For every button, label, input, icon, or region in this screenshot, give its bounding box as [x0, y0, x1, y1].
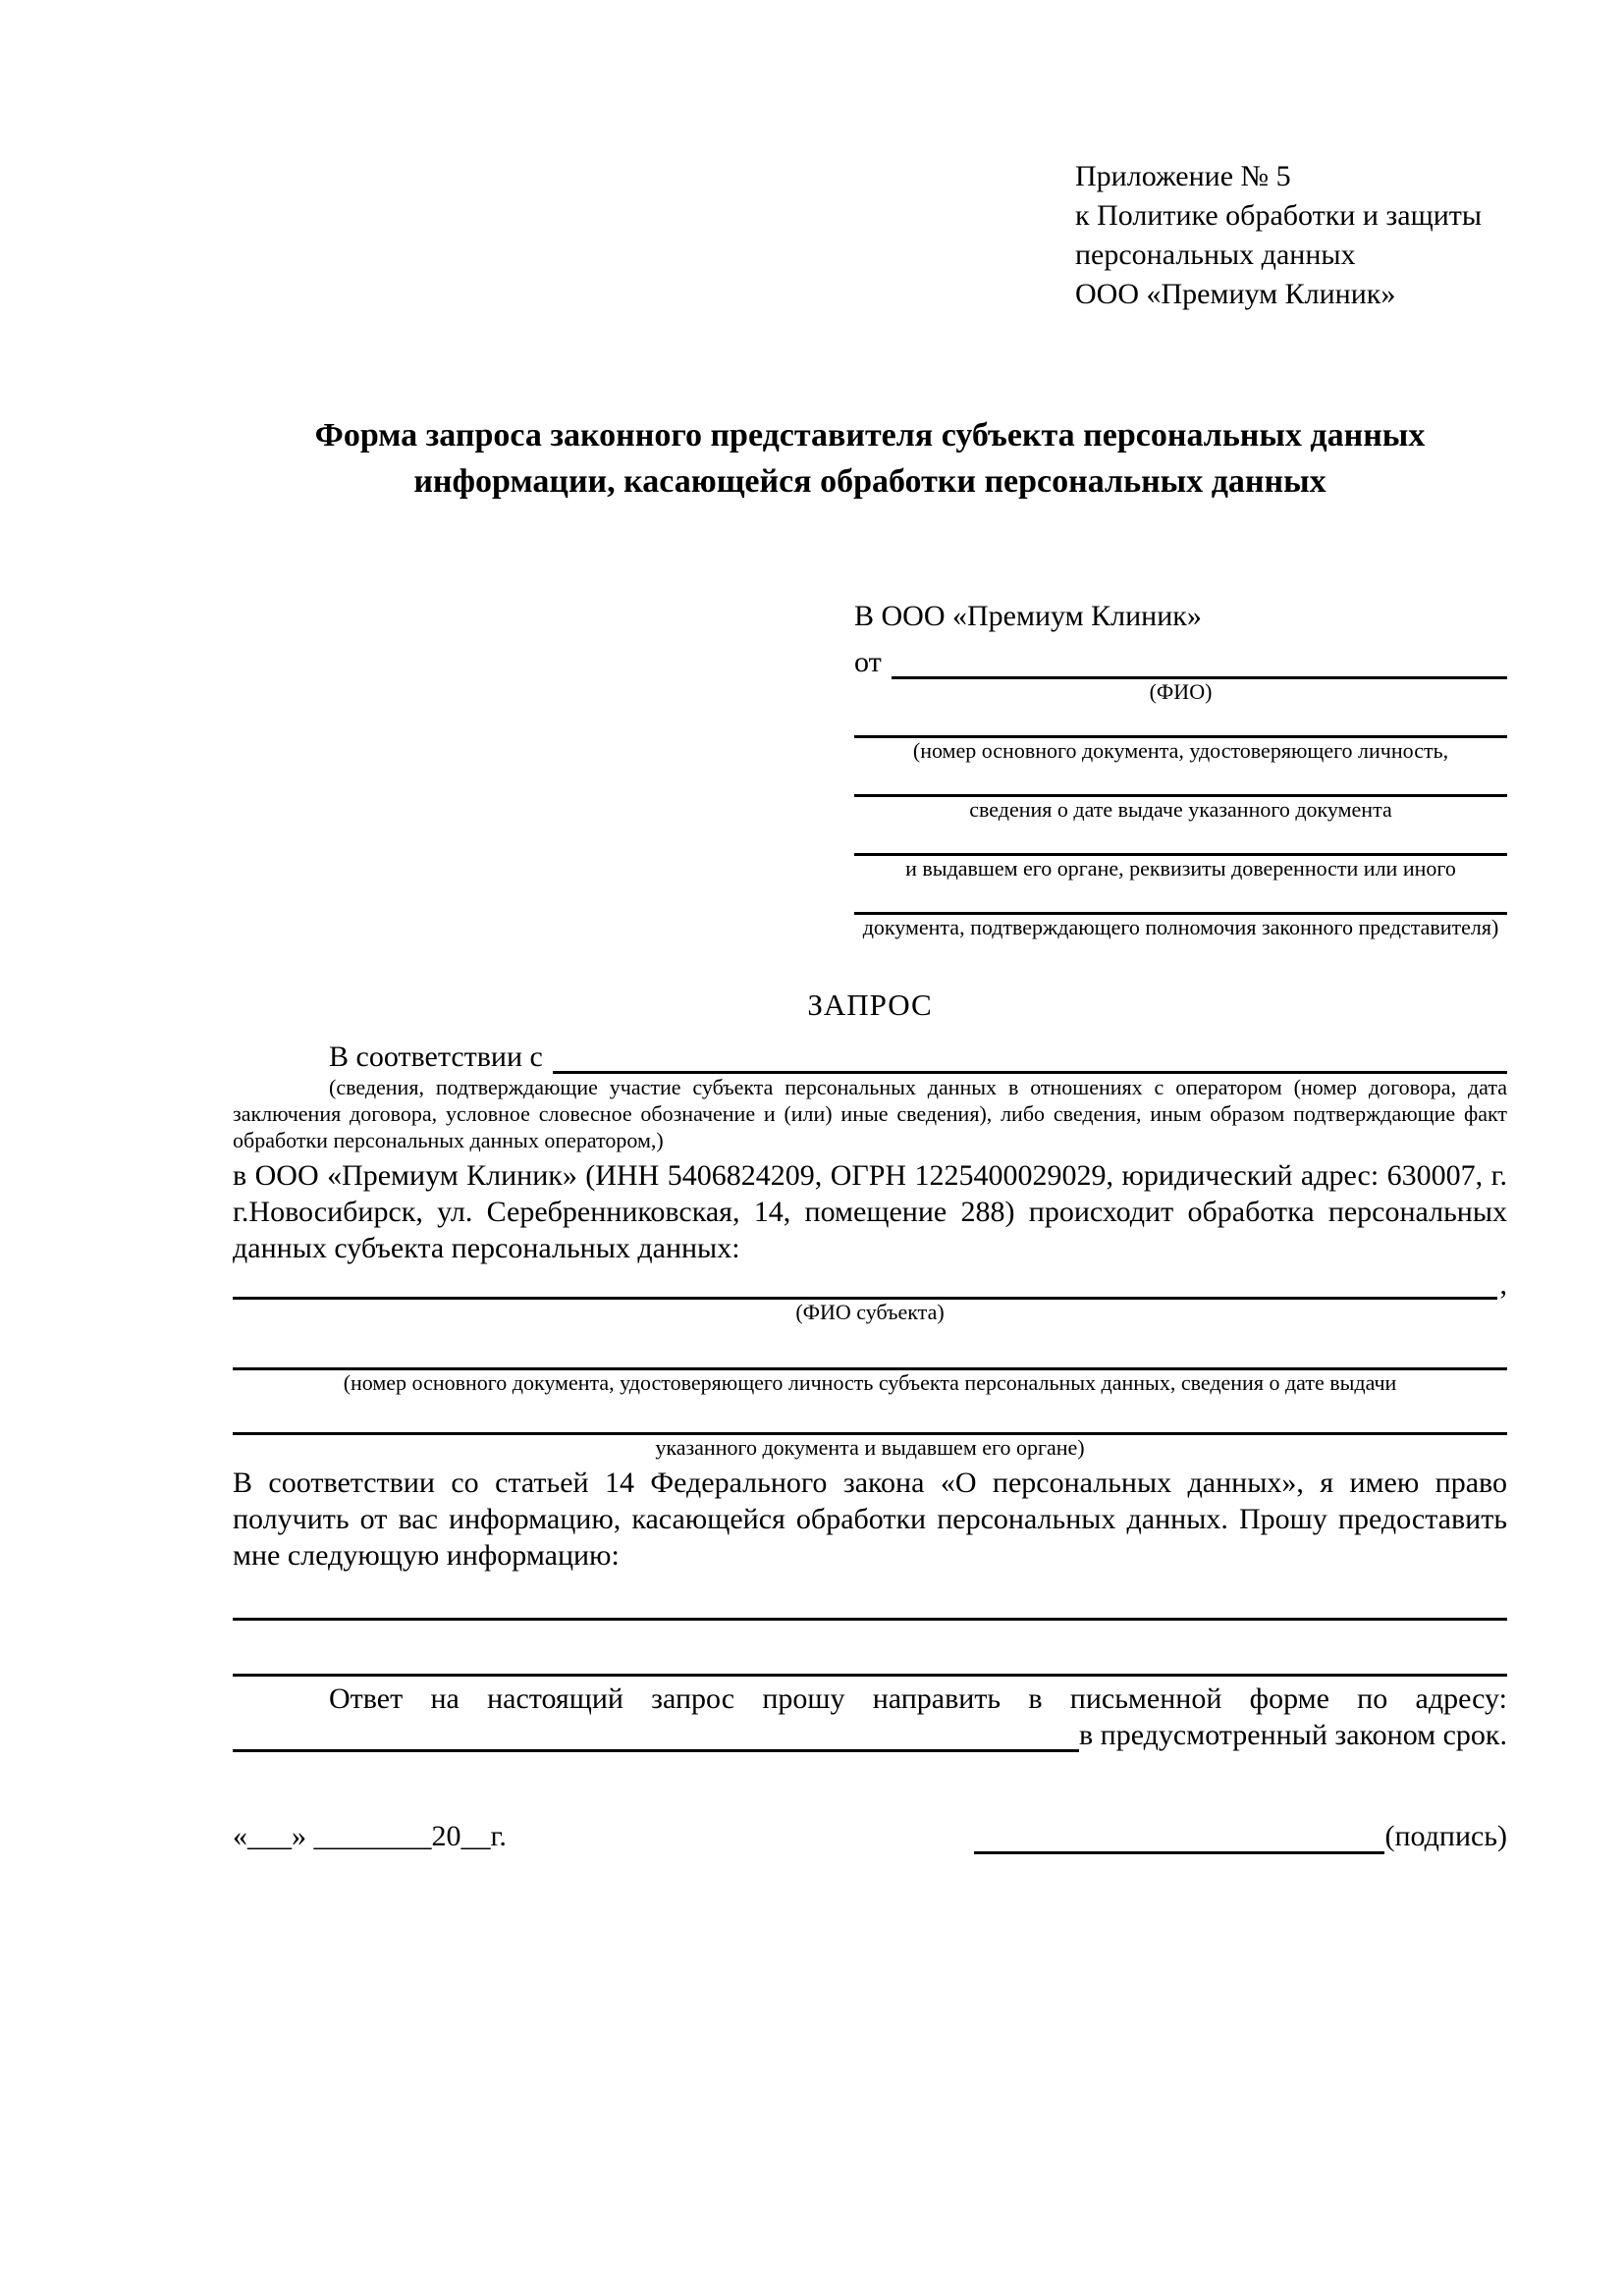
addressee-to: В ООО «Премиум Клиник» — [854, 600, 1202, 632]
addressee-block — [854, 597, 1507, 940]
intro-row — [233, 1031, 1507, 1074]
answer-tail: в предусмотренный законом срок. — [1079, 1719, 1507, 1751]
subject-doc-blank-line-1 — [233, 1325, 1507, 1370]
answer-sentence: Ответ на настоящий запрос прошу направить в письменной форме по адресу: — [329, 1682, 1507, 1715]
signature-caption: (подпись) — [1384, 1820, 1507, 1852]
from-label: от — [854, 646, 882, 678]
from-blank-line — [892, 636, 1507, 679]
signature-blank-line — [974, 1821, 1384, 1854]
representative-doc-blank-line-4 — [854, 881, 1507, 915]
law-paragraph: В соответствии со статьей 14 Федерального закона «О персональных данных», я имею право получить от вас информацию, касающейся обработки персональных данных. Прошу предоставить мне следующую информацию: — [233, 1467, 1507, 1572]
information-blank-line-1 — [233, 1574, 1507, 1621]
date-blank: «___» ________20__г. — [233, 1820, 507, 1852]
representative-doc-blank-line-3 — [854, 823, 1507, 856]
fio-caption: (ФИО) — [1149, 679, 1213, 704]
request-heading: ЗАПРОС — [807, 988, 933, 1022]
appendix-header-line-2: к Политике обработки и защиты — [1075, 199, 1483, 232]
answer-address-row — [233, 1717, 1507, 1752]
trailing-comma: , — [1499, 1268, 1507, 1301]
subject-doc-caption-2: указанного документа и выдавшем его органе) — [655, 1435, 1085, 1460]
information-blank-line-2 — [233, 1621, 1507, 1677]
representative-doc-blank-line-1 — [854, 705, 1507, 738]
representative-doc-caption-3: и выдавшем его органе, реквизиты доверенности или иного — [905, 856, 1456, 881]
intro-caption: (сведения, подтверждающие участие субъекта персональных данных в отношениях с оператором (номер договора, дата заключения договора, условное словесное обозначение и (или) иные сведения), либо сведения, иным образом подтверждающие факт обработки персональных данных оператором,) — [233, 1075, 1507, 1152]
intro-blank-line — [553, 1031, 1507, 1074]
subject-fio-blank-line — [233, 1266, 1497, 1300]
subject-fio-caption: (ФИО субъекта) — [795, 1300, 945, 1324]
signature-group — [974, 1819, 1507, 1854]
document-title-line-1: Форма запроса законного представителя субъекта персональных данных — [314, 417, 1426, 454]
representative-doc-blank-line-2 — [854, 764, 1507, 797]
appendix-header — [1075, 157, 1507, 314]
document-title — [233, 412, 1507, 505]
document-title-line-2: информации, касающейся обработки персональных данных — [413, 463, 1326, 500]
representative-doc-caption-2: сведения о дате выдаче указанного документа — [969, 797, 1392, 822]
representative-doc-caption-4: документа, подтверждающего полномочия законного представителя) — [862, 915, 1499, 939]
subject-doc-caption-1: (номер основного документа, удостоверяющего личность субъекта персональных данных, сведения о дате выдачи — [343, 1370, 1397, 1395]
intro-label: В соответствии с — [329, 1041, 543, 1073]
appendix-header-line-4: ООО «Премиум Клиник» — [1075, 278, 1396, 310]
representative-doc-caption-1: (номер основного документа, удостоверяющего личность, — [912, 738, 1449, 763]
footer-row — [233, 1819, 1507, 1854]
address-blank-line — [233, 1717, 1079, 1752]
subject-fio-row — [233, 1266, 1507, 1300]
appendix-header-line-1: Приложение № 5 — [1075, 160, 1291, 192]
operator-paragraph: в ООО «Премиум Клиник» (ИНН 5406824209, ОГРН 1225400029029, юридический адрес: 630007, г. г.Новосибирск, ул. Серебренниковская, 14, помещение 288) происходит обработка персональных данных субъекта персональных данных: — [233, 1159, 1507, 1264]
addressee-from-row — [854, 636, 1507, 679]
subject-doc-blank-line-2 — [233, 1396, 1507, 1435]
appendix-header-line-3: персональных данных — [1075, 239, 1356, 271]
